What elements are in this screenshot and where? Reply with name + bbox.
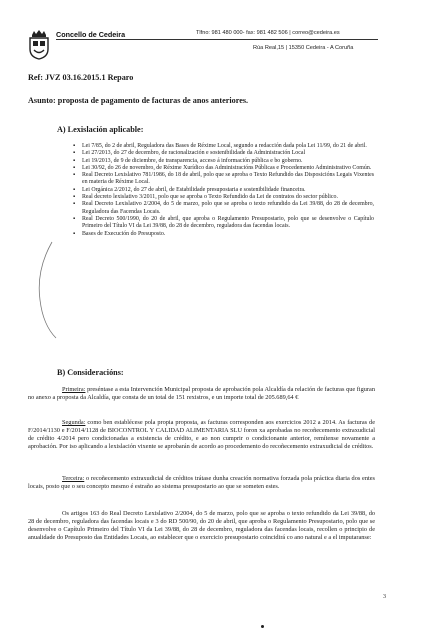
list-item: ▪ Real Decreto Lexislativo 781/1986, do 18 de abril, polo que se aproba o Texto Refundido das Disposicións Legais Vixentes en materia de Réxime Local. (82, 172, 374, 187)
header-divider (56, 39, 378, 40)
paragraph-lead: Segunda: (62, 419, 86, 426)
paragraph-articles (28, 510, 375, 542)
paragraph-primeira (28, 386, 375, 402)
contact-info: Tlfno: 981 480 000- fax: 981 482 506 | correo@cedeira.es (196, 30, 340, 36)
list-item: ▪ Lei Orgánica 2/2012, do 27 de abril, de Estabilidade presupostaria e sostenibilidade financeira. (82, 187, 374, 194)
paragraph-terceira (28, 475, 375, 491)
ink-dot (261, 625, 264, 628)
page-number: 3 (383, 594, 386, 600)
paragraph-lead: Terceira: (62, 475, 85, 482)
margin-pen-mark (30, 240, 60, 340)
address: Rúa Real,15 | 15350 Cedeira - A Coruña (253, 45, 354, 51)
section-b-title: B) Consideracións: (57, 368, 124, 377)
list-item: ▪ Real Decreto 500/1990, do 20 de abril, que aproba o Regulamento Presupostario, polo que se desenvolve o Capítulo Primeiro del Título VI da Lei 39/88, do 28 de decembro, reguladora das facendas locais. (82, 216, 374, 231)
paragraph-text: como ben establécese pola propia proposta, as facturas corresponden aos exercicios 2012 a 2014. As facturas de F/2014/1130 e F/2014/1128 de BIOCONTROL Y CALIDAD ALIMENTARIA SLU foron xa aprobadas no recoñecemento extraxudicial de crédito 4/2014 pero condicionadas a existencia de crédito, e ao non cumprir o condicionante anterior, remítense novamente a aprobación. Por iso aplicando a lexislación vixente se aprobarán de acordo ao procedemento do recoñecemento extraxudicial de créditos. (28, 419, 375, 451)
subject: Asunto: proposta de pagamento de facturas de anos anteriores. (28, 96, 249, 105)
list-item: ▪ Real Decreto Lexislativo 2/2004, do 5 de marzo, polo que se aproba o texto refundido da Lei 39/88, do 28 de decembro, Reguladora das Facendas Locais. (82, 201, 374, 216)
crest-icon (27, 28, 51, 60)
paragraph-segunda (28, 419, 375, 451)
list-item: ▪ Lei 7/85, do 2 de abril, Reguladora das Bases de Réxime Local, segundo a redacción dada pola Lei 11/99, do 21 de abril. (82, 143, 374, 150)
list-item: ▪ Real decreto lexislativo 3/2011, polo que se aproba o Texto Refundido da Lei de contratos do sector público. (82, 194, 374, 201)
section-a-title: A) Lexislación aplicable: (57, 125, 144, 134)
list-item: ▪ Lei 27/2013, do 27 de decembro, de racionalización e sostenibilidade da Administración Local (82, 150, 374, 157)
paragraph-text: o recoñecemento extraxudicial de créditos trátase dunha creación normativa forzada pola práctica diaria dos entes locais, posto que o seu concepto mesmo é estraño ao sistema presupostario ao que se someten estes. (28, 475, 375, 491)
org-name: Concello de Cedeira (56, 30, 126, 39)
list-item: ▪ Bases de Execución do Presuposto. (82, 231, 374, 238)
list-item: ▪ Lei 19/2013, de 9 de diciembre, de transparencia, acceso á información pública e bo goberno. (82, 158, 374, 165)
paragraph-text: preséntase a esta Intervención Municipal proposta de aprobación pola Alcaldía da relación de facturas que figuran no anexo a proposta da Alcaldía, que consta de un total de 151 rexistros, e un importe total de 205.689,64 € (28, 386, 375, 402)
letterhead (0, 0, 425, 66)
reference: Ref: JVZ 03.16.2015.1 Reparo (28, 73, 134, 82)
paragraph-lead: Primeira: (62, 386, 86, 393)
paragraph-text: Os artigos 163 do Real Decreto Lexislativo 2/2004, do 5 de marzo, polo que se aproba o texto refundido da Lei 39/88, do 28 de decembro, reguladora das facendas locais e 3 do RD 500/90, do 20 de abril, que aproba o Regulamento Presupostario, polo que se desenvolve o Capítulo Primeiro del Título VI da Lei 39/88, do 28 de decembro, reguladora das facendas locais, recollen o principio de anualidade do Presuposto das Entidades Locais, ao establecer que o exercicio presupostario coincidirá co ano natural e a el imputaranse: (28, 510, 375, 542)
legislation-list (82, 143, 374, 238)
list-item: ▪ Lei 30/92, do 26 de novembro, de Réxime Xurídico das Administracións Públicas e Procedemento Administrativo Común. (82, 165, 374, 172)
